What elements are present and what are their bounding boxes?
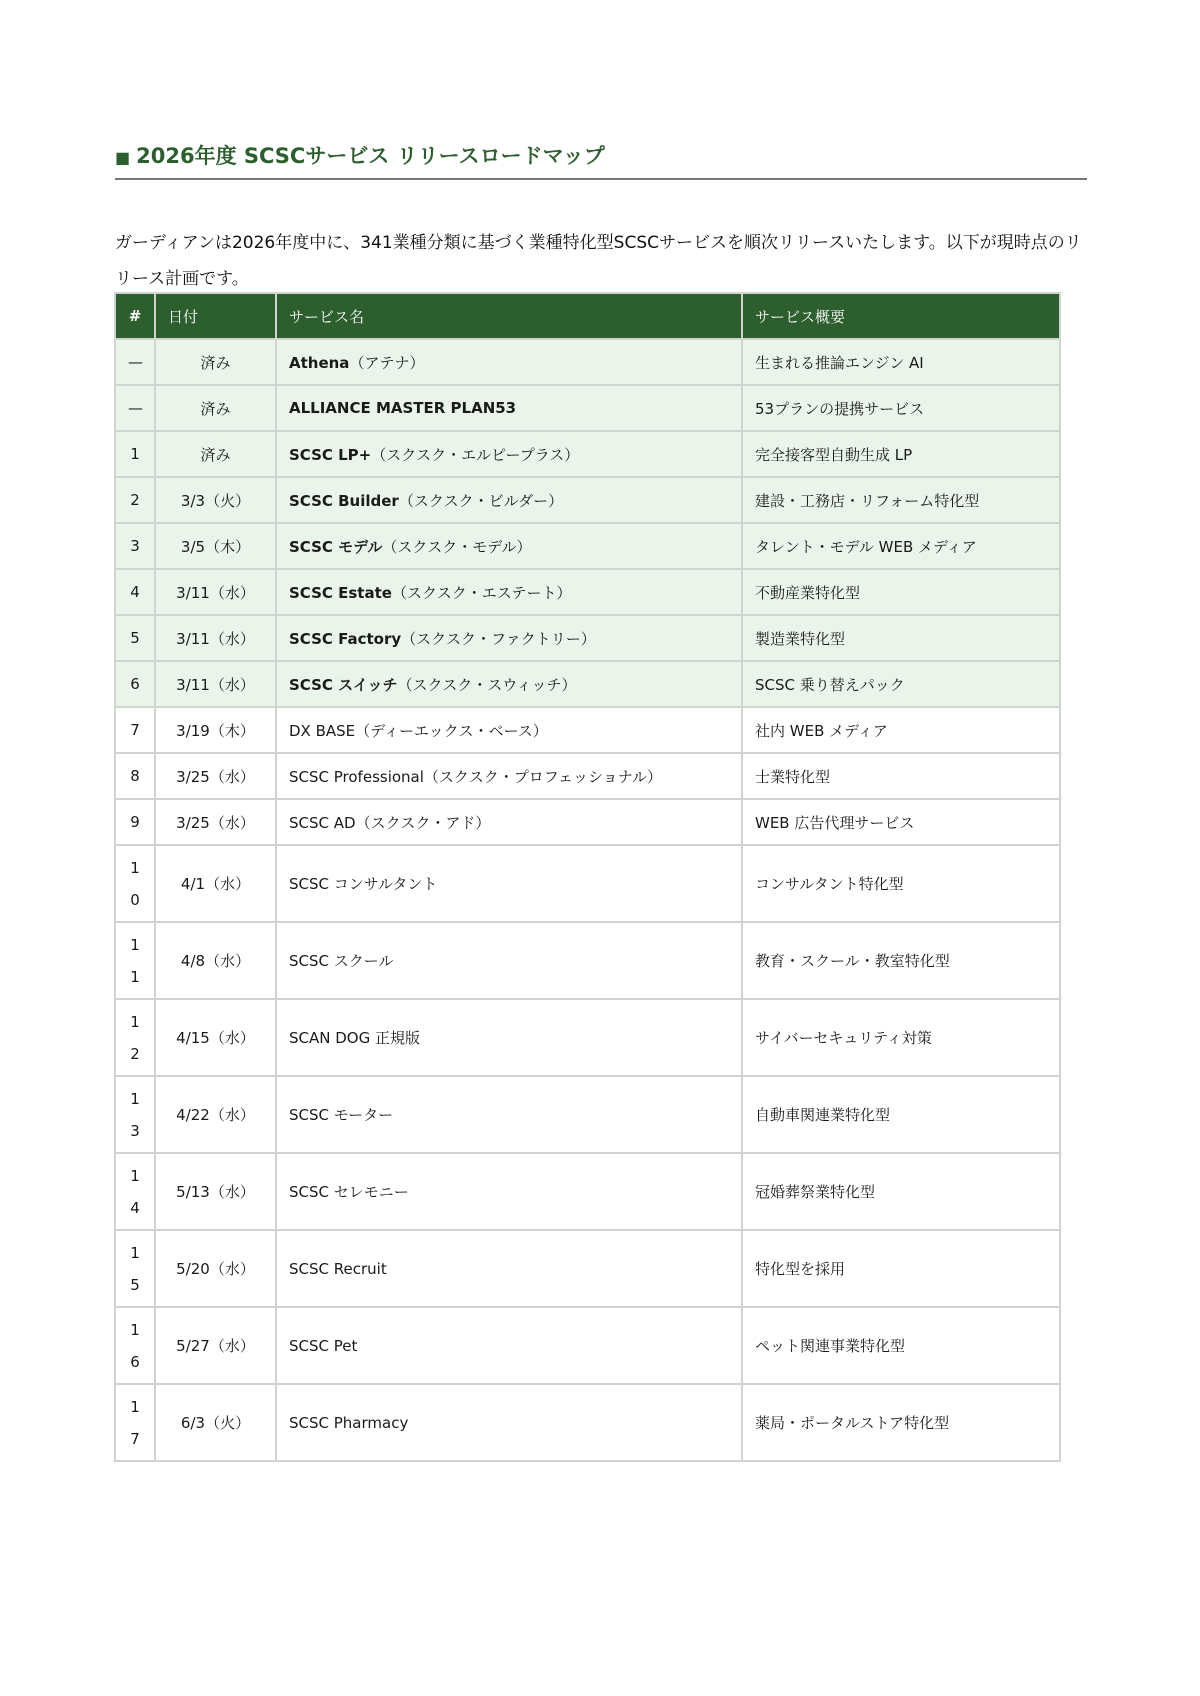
row-number: 7	[115, 707, 155, 753]
row-service-name: ALLIANCE MASTER PLAN53	[276, 385, 742, 431]
row-date: 3/11（水）	[155, 615, 276, 661]
header-service-summary: サービス概要	[742, 293, 1060, 339]
row-service-summary: 特化型を採用	[742, 1230, 1060, 1307]
row-service-name: SCSC Builder（スクスク・ビルダー）	[276, 477, 742, 523]
table-row	[115, 922, 1060, 999]
row-date: 3/11（水）	[155, 661, 276, 707]
table-row	[115, 707, 1060, 753]
row-service-summary: 53プランの提携サービス	[742, 385, 1060, 431]
row-date: 4/15（水）	[155, 999, 276, 1076]
row-date: 5/20（水）	[155, 1230, 276, 1307]
table-row	[115, 569, 1060, 615]
row-date: 4/8（水）	[155, 922, 276, 999]
row-date: 3/25（水）	[155, 753, 276, 799]
row-service-name: SCSC Pharmacy	[276, 1384, 742, 1461]
table-row	[115, 385, 1060, 431]
table-row	[115, 477, 1060, 523]
section-title: 2026年度 SCSCサービス リリースロードマップ	[136, 144, 605, 168]
table-row	[115, 431, 1060, 477]
row-service-summary: 生まれる推論エンジン AI	[742, 339, 1060, 385]
row-date: 済み	[155, 339, 276, 385]
row-date: 3/25（水）	[155, 799, 276, 845]
header-date: 日付	[155, 293, 276, 339]
row-service-name: SCSC Recruit	[276, 1230, 742, 1307]
section-heading	[115, 140, 1087, 180]
header-number: #	[115, 293, 155, 339]
table-row	[115, 753, 1060, 799]
row-service-summary: 冠婚葬祭業特化型	[742, 1153, 1060, 1230]
row-service-name: SCSC スクール	[276, 922, 742, 999]
row-service-summary: WEB 広告代理サービス	[742, 799, 1060, 845]
row-number: 8	[115, 753, 155, 799]
row-date: 3/5（木）	[155, 523, 276, 569]
row-number: 9	[115, 799, 155, 845]
row-number: 1	[115, 431, 155, 477]
table-row	[115, 1230, 1060, 1307]
table-row	[115, 1153, 1060, 1230]
row-service-name: SCSC Professional（スクスク・プロフェッショナル）	[276, 753, 742, 799]
row-service-summary: 不動産業特化型	[742, 569, 1060, 615]
row-number: 17	[115, 1384, 155, 1461]
row-number: 10	[115, 845, 155, 922]
row-service-name: SCSC AD（スクスク・アド）	[276, 799, 742, 845]
row-service-summary: コンサルタント特化型	[742, 845, 1060, 922]
row-service-name: SCSC Factory（スクスク・ファクトリー）	[276, 615, 742, 661]
row-service-name: SCSC モーター	[276, 1076, 742, 1153]
row-service-name: DX BASE（ディーエックス・ベース）	[276, 707, 742, 753]
row-number: 16	[115, 1307, 155, 1384]
row-date: 済み	[155, 431, 276, 477]
table-row	[115, 339, 1060, 385]
row-date: 済み	[155, 385, 276, 431]
row-service-summary: 完全接客型自動生成 LP	[742, 431, 1060, 477]
row-number: 4	[115, 569, 155, 615]
table-row	[115, 999, 1060, 1076]
table-header-row	[115, 293, 1060, 339]
table-row	[115, 523, 1060, 569]
row-number: 11	[115, 922, 155, 999]
row-service-name: SCSC セレモニー	[276, 1153, 742, 1230]
row-date: 5/13（水）	[155, 1153, 276, 1230]
row-service-summary: タレント・モデル WEB メディア	[742, 523, 1060, 569]
row-service-summary: SCSC 乗り替えパック	[742, 661, 1060, 707]
row-date: 5/27（水）	[155, 1307, 276, 1384]
table-row	[115, 845, 1060, 922]
row-service-name: SCAN DOG 正規版	[276, 999, 742, 1076]
row-service-name: SCSC Estate（スクスク・エステート）	[276, 569, 742, 615]
row-service-name: Athena（アテナ）	[276, 339, 742, 385]
row-service-name: SCSC モデル（スクスク・モデル）	[276, 523, 742, 569]
row-service-summary: 自動車関連業特化型	[742, 1076, 1060, 1153]
row-date: 6/3（火）	[155, 1384, 276, 1461]
row-date: 3/11（水）	[155, 569, 276, 615]
release-roadmap-table	[114, 292, 1061, 1462]
intro-paragraph: ガーディアンは2026年度中に、341業種分類に基づく業種特化型SCSCサービスを順次リリースいたします。以下が現時点のリリース計画です。	[115, 233, 1082, 289]
row-number: —	[115, 339, 155, 385]
table-row	[115, 1307, 1060, 1384]
row-service-summary: 士業特化型	[742, 753, 1060, 799]
table-row	[115, 799, 1060, 845]
table-row	[115, 1384, 1060, 1461]
row-service-summary: 建設・工務店・リフォーム特化型	[742, 477, 1060, 523]
row-service-name: SCSC Pet	[276, 1307, 742, 1384]
row-service-summary: 製造業特化型	[742, 615, 1060, 661]
row-number: 12	[115, 999, 155, 1076]
row-date: 3/3（火）	[155, 477, 276, 523]
row-number: 15	[115, 1230, 155, 1307]
row-date: 4/22（水）	[155, 1076, 276, 1153]
row-date: 4/1（水）	[155, 845, 276, 922]
header-service-name: サービス名	[276, 293, 742, 339]
row-number: 14	[115, 1153, 155, 1230]
row-number: 13	[115, 1076, 155, 1153]
table-row	[115, 615, 1060, 661]
table-row	[115, 661, 1060, 707]
row-number: 2	[115, 477, 155, 523]
row-service-name: SCSC コンサルタント	[276, 845, 742, 922]
row-number: 6	[115, 661, 155, 707]
row-number: —	[115, 385, 155, 431]
row-number: 5	[115, 615, 155, 661]
row-date: 3/19（木）	[155, 707, 276, 753]
row-service-summary: ペット関連事業特化型	[742, 1307, 1060, 1384]
row-number: 3	[115, 523, 155, 569]
table-row	[115, 1076, 1060, 1153]
row-service-summary: サイバーセキュリティ対策	[742, 999, 1060, 1076]
row-service-summary: 薬局・ポータルストア特化型	[742, 1384, 1060, 1461]
row-service-summary: 教育・スクール・教室特化型	[742, 922, 1060, 999]
square-bullet-icon: ■	[115, 148, 131, 167]
row-service-name: SCSC スイッチ（スクスク・スウィッチ）	[276, 661, 742, 707]
row-service-summary: 社内 WEB メディア	[742, 707, 1060, 753]
row-service-name: SCSC LP+（スクスク・エルピープラス）	[276, 431, 742, 477]
